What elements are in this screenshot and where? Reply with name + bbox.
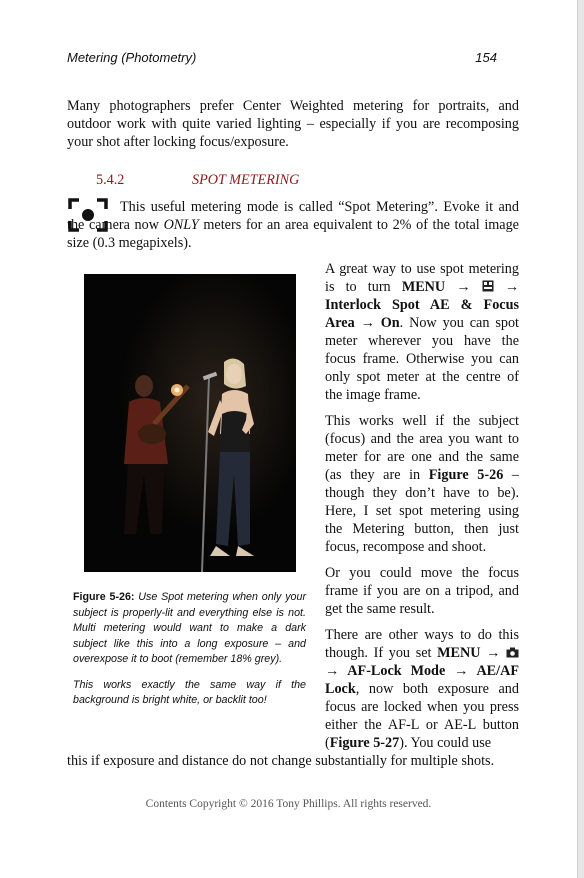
- copyright-footer: Contents Copyright © 2016 Tony Phillips. All rights reserved.: [145, 798, 432, 810]
- caption-text-2: This works exactly the same way if the background is bright white, or backlit too!: [73, 678, 306, 706]
- p2-text-b: – though they don’t have to be). Here, I set spot metering using the Metering button, then just focus, recompose and shoot.: [325, 467, 520, 555]
- figure-caption: [73, 590, 306, 709]
- p2-figure-ref: Figure 5-26: [428, 467, 504, 483]
- p1-on: On: [380, 315, 400, 331]
- running-header: [67, 50, 497, 65]
- p4-text-c: ). You could use: [399, 735, 492, 751]
- p2-text-a: This works well if the subject (focus) and the area you want to meter for are one and the same (as they are in: [325, 413, 519, 483]
- caption-text-1: Use Spot metering when only your subject is properly-lit and everything else is not. Multi metering would want to make a dark subject like this into a long exposure – and overexpose it to boot (remember 18% grey).: [73, 591, 306, 665]
- right-paragraph-4: [325, 626, 519, 752]
- p4-arrow-1: →: [480, 645, 507, 661]
- setup-menu-icon: [482, 280, 494, 292]
- spot-only: ONLY: [163, 217, 199, 233]
- p4-text-b: , now both exposure and focus are locked when you press either the AF-L or AE-L button (: [325, 681, 519, 751]
- header-title: Metering (Photometry): [67, 50, 197, 65]
- camera-menu-icon: [506, 647, 519, 658]
- p1-arrow-2: →: [493, 279, 520, 295]
- right-paragraph-3: Or you could move the focus frame if you are on a tripod, and get the same result.: [325, 565, 519, 617]
- caption-paragraph-1: [73, 590, 306, 668]
- p1-arrow-1: →: [445, 279, 482, 295]
- section-title: SPOT METERING: [192, 172, 300, 188]
- p1-arrow-3: →: [354, 315, 381, 331]
- p1-text-b: . Now you can spot meter wherever you have the focus frame. Otherwise you can only spot meter at the centre of the image frame.: [325, 315, 519, 403]
- intro-paragraph: Many photographers prefer Center Weighted metering for portraits, and outdoor work with quite varied lighting – especially if you are recomposing your shot after locking focus/exposure.: [67, 98, 519, 150]
- spot-text-1: This useful metering mode is called “Spot Metering”. Evoke it and the camera now: [67, 199, 519, 233]
- p4-aeaf: AE/AF Lock: [325, 663, 519, 697]
- p1-text-a: A great way to use spot metering is to turn: [325, 261, 519, 295]
- spot-text-2: meters for an area equivalent to 2% of the total image size (0.3 megapixels).: [67, 217, 519, 251]
- p4-aflock: AF-Lock Mode: [347, 663, 446, 679]
- p1-interlock: Interlock Spot AE & Focus Area: [325, 297, 519, 331]
- right-column: [325, 260, 519, 760]
- p4-menu: MENU: [437, 645, 481, 661]
- p4-figure-ref: Figure 5-27: [329, 735, 400, 751]
- concert-photo: [84, 274, 296, 572]
- figure-label: Figure 5-26:: [73, 591, 135, 603]
- right-paragraph-2: [325, 412, 519, 556]
- p4-arrow-3: →: [445, 663, 477, 679]
- right-paragraph-1: [325, 260, 519, 404]
- page-number: 154: [475, 50, 497, 65]
- p4-arrow-2: →: [325, 663, 348, 679]
- page-edge: [577, 0, 584, 878]
- photo-illustration: [84, 274, 296, 572]
- closing-line: this if exposure and distance do not change substantially for multiple shots.: [67, 753, 495, 769]
- section-number: 5.4.2: [96, 172, 125, 188]
- spot-metering-paragraph: [67, 198, 519, 252]
- p4-text-a: There are other ways to do this though. If you set: [325, 627, 519, 661]
- p1-menu: MENU: [401, 279, 446, 295]
